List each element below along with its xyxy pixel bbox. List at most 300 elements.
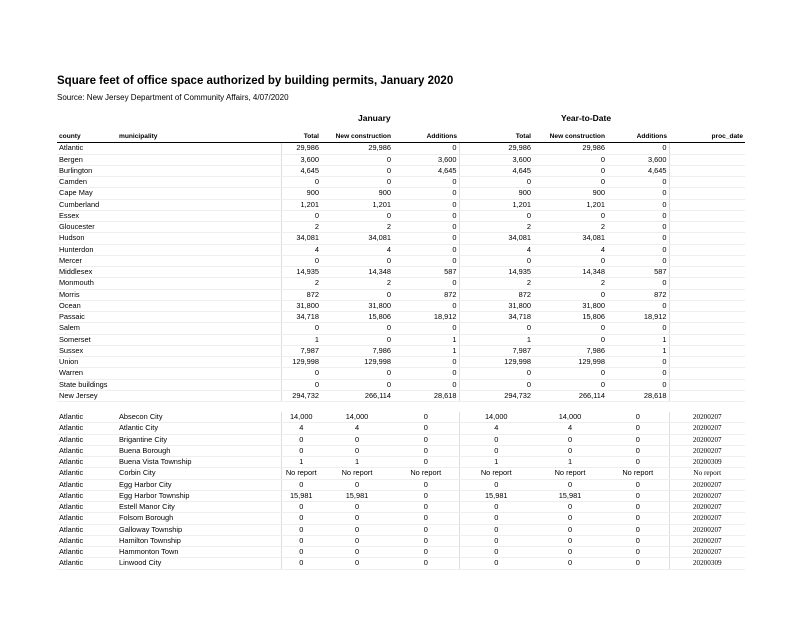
cell-ytd-total: 1 [459,457,533,468]
cell-ytd-total: 34,718 [459,312,533,323]
cell-county: Atlantic [57,423,117,434]
cell-municipality [117,244,281,255]
cell-jan-additions: 0 [393,558,459,569]
cell-county: Cumberland [57,199,117,210]
cell-ytd-additions: 0 [607,513,669,524]
cell-county: Atlantic [57,412,117,423]
cell-ytd-new-construction: 0 [533,289,607,300]
cell-county: Burlington [57,165,117,176]
cell-proc-date: 20200207 [669,423,745,434]
cell-jan-additions: 0 [393,423,459,434]
cell-jan-new-construction: 129,998 [321,357,393,368]
cell-jan-new-construction: 0 [321,479,393,490]
cell-jan-additions: 0 [393,547,459,558]
cell-ytd-total: 4 [459,423,533,434]
cell-jan-new-construction: 2 [321,222,393,233]
cell-county: Morris [57,289,117,300]
cell-jan-total: 4,645 [281,165,321,176]
group-header-ytd: Year-to-Date [561,113,612,123]
cell-ytd-additions: 0 [607,177,669,188]
cell-proc-date [669,368,745,379]
cell-jan-additions: 3,600 [393,154,459,165]
cell-jan-additions: 1 [393,334,459,345]
cell-municipality [117,312,281,323]
cell-municipality [117,210,281,221]
cell-jan-new-construction: 0 [321,154,393,165]
cell-jan-total: 0 [281,547,321,558]
cell-ytd-additions: 0 [607,188,669,199]
cell-jan-additions: 0 [393,535,459,546]
cell-ytd-total: 0 [459,547,533,558]
cell-proc-date [669,222,745,233]
cell-proc-date: 20200309 [669,558,745,569]
cell-jan-additions: No report [393,468,459,479]
cell-municipality: Hammonton Town [117,547,281,558]
county-row [57,289,745,300]
cell-ytd-total: 0 [459,524,533,535]
county-row [57,312,745,323]
county-row [57,368,745,379]
col-proc-date: proc_date [669,132,745,143]
cell-ytd-additions: No report [607,468,669,479]
cell-ytd-additions: 0 [607,524,669,535]
cell-county: Passaic [57,312,117,323]
cell-proc-date [669,177,745,188]
municipality-row [57,434,745,445]
cell-jan-total: 34,718 [281,312,321,323]
cell-ytd-new-construction: 7,986 [533,345,607,356]
cell-county: Hudson [57,233,117,244]
cell-jan-total: 15,981 [281,490,321,501]
cell-ytd-additions: 0 [607,199,669,210]
cell-ytd-total: 29,986 [459,143,533,154]
cell-ytd-new-construction: 0 [533,210,607,221]
cell-jan-additions: 0 [393,199,459,210]
cell-ytd-additions: 0 [607,412,669,423]
cell-proc-date [669,357,745,368]
cell-ytd-new-construction: 2 [533,278,607,289]
cell-jan-additions: 0 [393,490,459,501]
cell-jan-total: 0 [281,255,321,266]
municipality-row [57,502,745,513]
cell-county: Bergen [57,154,117,165]
cell-ytd-additions: 0 [607,222,669,233]
cell-jan-total: 0 [281,445,321,456]
cell-jan-additions: 0 [393,479,459,490]
cell-jan-new-construction: 2 [321,278,393,289]
cell-ytd-total: 0 [459,210,533,221]
cell-ytd-additions: 0 [607,244,669,255]
cell-jan-new-construction: 0 [321,445,393,456]
cell-jan-additions: 1 [393,345,459,356]
cell-county: Salem [57,323,117,334]
cell-county: Atlantic [57,502,117,513]
cell-jan-new-construction: 29,986 [321,143,393,154]
cell-proc-date [669,165,745,176]
cell-ytd-total: 0 [459,177,533,188]
municipality-row [57,423,745,434]
cell-jan-additions: 0 [393,278,459,289]
cell-county: Atlantic [57,558,117,569]
cell-municipality: Egg Harbor Township [117,490,281,501]
col-jan-new-construction: New construction [321,132,393,143]
cell-ytd-additions: 0 [607,233,669,244]
cell-jan-new-construction: No report [321,468,393,479]
cell-jan-additions: 0 [393,434,459,445]
cell-ytd-additions: 0 [607,547,669,558]
county-row [57,222,745,233]
cell-proc-date [669,199,745,210]
cell-municipality [117,222,281,233]
cell-proc-date: No report [669,468,745,479]
cell-proc-date [669,143,745,154]
county-row [57,143,745,154]
cell-proc-date [669,300,745,311]
cell-ytd-additions: 0 [607,143,669,154]
cell-jan-total: 0 [281,210,321,221]
cell-jan-total: 0 [281,524,321,535]
cell-ytd-new-construction: 2 [533,222,607,233]
cell-jan-additions: 0 [393,244,459,255]
cell-ytd-new-construction: 4 [533,423,607,434]
cell-jan-total: 0 [281,177,321,188]
cell-proc-date [669,390,745,401]
municipality-row [57,412,745,423]
col-ytd-additions: Additions [607,132,669,143]
cell-ytd-total: 0 [459,323,533,334]
cell-municipality [117,334,281,345]
cell-ytd-new-construction: No report [533,468,607,479]
cell-proc-date [669,345,745,356]
cell-jan-total: 0 [281,502,321,513]
cell-jan-total: 7,987 [281,345,321,356]
cell-ytd-total: 4,645 [459,165,533,176]
cell-municipality [117,345,281,356]
cell-jan-total: 4 [281,423,321,434]
cell-jan-new-construction: 0 [321,368,393,379]
col-jan-total: Total [281,132,321,143]
report-source: Source: New Jersey Department of Community Affairs, 4/07/2020 [57,93,289,102]
cell-proc-date [669,312,745,323]
municipality-row [57,490,745,501]
group-header-january: January [358,113,391,123]
col-jan-additions: Additions [393,132,459,143]
cell-ytd-additions: 0 [607,278,669,289]
cell-jan-new-construction: 15,806 [321,312,393,323]
cell-jan-total: 0 [281,513,321,524]
cell-jan-new-construction: 1 [321,457,393,468]
county-row [57,345,745,356]
cell-county: Atlantic [57,457,117,468]
cell-jan-new-construction: 0 [321,379,393,390]
cell-jan-new-construction: 0 [321,323,393,334]
cell-ytd-new-construction: 0 [533,547,607,558]
cell-county: Gloucester [57,222,117,233]
cell-ytd-new-construction: 0 [533,334,607,345]
cell-ytd-total: 0 [459,502,533,513]
permits-table [57,132,745,570]
cell-ytd-additions: 0 [607,457,669,468]
spacer-cell [57,402,745,413]
cell-proc-date: 20200207 [669,524,745,535]
cell-county: Atlantic [57,547,117,558]
cell-ytd-total: 1 [459,334,533,345]
cell-ytd-total: 2 [459,222,533,233]
cell-ytd-additions: 0 [607,300,669,311]
cell-jan-additions: 872 [393,289,459,300]
cell-ytd-total: 900 [459,188,533,199]
cell-jan-new-construction: 0 [321,547,393,558]
cell-ytd-total: 0 [459,445,533,456]
cell-municipality: Absecon City [117,412,281,423]
cell-jan-additions: 0 [393,177,459,188]
cell-ytd-total: 14,935 [459,267,533,278]
cell-municipality [117,368,281,379]
cell-jan-total: 0 [281,434,321,445]
cell-municipality [117,154,281,165]
county-row [57,210,745,221]
cell-jan-total: 29,986 [281,143,321,154]
cell-ytd-new-construction: 31,800 [533,300,607,311]
county-row [57,300,745,311]
cell-municipality [117,289,281,300]
cell-jan-total: 0 [281,479,321,490]
cell-ytd-new-construction: 0 [533,524,607,535]
cell-county: Cape May [57,188,117,199]
cell-ytd-additions: 0 [607,445,669,456]
cell-ytd-total: 34,081 [459,233,533,244]
cell-municipality [117,255,281,266]
cell-ytd-new-construction: 0 [533,368,607,379]
cell-jan-total: 0 [281,368,321,379]
cell-jan-total: 4 [281,244,321,255]
cell-jan-additions: 0 [393,524,459,535]
cell-ytd-new-construction: 4 [533,244,607,255]
cell-ytd-additions: 0 [607,558,669,569]
cell-ytd-new-construction: 0 [533,177,607,188]
cell-jan-total: 900 [281,188,321,199]
cell-municipality: Galloway Township [117,524,281,535]
cell-ytd-new-construction: 15,806 [533,312,607,323]
cell-jan-additions: 0 [393,457,459,468]
cell-jan-new-construction: 0 [321,434,393,445]
cell-ytd-additions: 28,618 [607,390,669,401]
cell-municipality: Hamilton Township [117,535,281,546]
cell-county: Atlantic [57,445,117,456]
cell-municipality: Brigantine City [117,434,281,445]
county-row [57,323,745,334]
cell-proc-date: 20200207 [669,490,745,501]
cell-ytd-total: 0 [459,434,533,445]
cell-ytd-total: 0 [459,513,533,524]
cell-ytd-new-construction: 29,986 [533,143,607,154]
cell-municipality [117,199,281,210]
cell-proc-date [669,323,745,334]
county-row [57,177,745,188]
cell-ytd-additions: 587 [607,267,669,278]
cell-jan-total: 0 [281,535,321,546]
county-row [57,390,745,401]
cell-ytd-new-construction: 129,998 [533,357,607,368]
cell-municipality [117,188,281,199]
cell-jan-additions: 0 [393,502,459,513]
cell-county: Sussex [57,345,117,356]
cell-ytd-total: 294,732 [459,390,533,401]
cell-jan-new-construction: 0 [321,255,393,266]
cell-municipality [117,177,281,188]
cell-municipality [117,143,281,154]
cell-ytd-new-construction: 14,000 [533,412,607,423]
cell-ytd-total: 0 [459,379,533,390]
cell-jan-additions: 0 [393,300,459,311]
municipality-row [57,513,745,524]
cell-proc-date [669,334,745,345]
cell-jan-total: 14,935 [281,267,321,278]
cell-ytd-additions: 0 [607,210,669,221]
cell-municipality [117,165,281,176]
cell-proc-date: 20200309 [669,457,745,468]
cell-ytd-additions: 0 [607,423,669,434]
cell-municipality [117,278,281,289]
cell-ytd-new-construction: 0 [533,558,607,569]
municipality-row [57,524,745,535]
cell-jan-total: 1 [281,457,321,468]
cell-jan-additions: 0 [393,143,459,154]
cell-jan-additions: 28,618 [393,390,459,401]
cell-jan-additions: 0 [393,222,459,233]
cell-county: State buildings [57,379,117,390]
cell-ytd-total: 0 [459,479,533,490]
cell-jan-new-construction: 7,986 [321,345,393,356]
cell-jan-total: 31,800 [281,300,321,311]
cell-ytd-new-construction: 0 [533,165,607,176]
cell-county: Mercer [57,255,117,266]
county-row [57,199,745,210]
cell-jan-new-construction: 266,114 [321,390,393,401]
cell-ytd-new-construction: 900 [533,188,607,199]
cell-jan-new-construction: 1,201 [321,199,393,210]
cell-jan-new-construction: 14,348 [321,267,393,278]
cell-ytd-additions: 0 [607,357,669,368]
cell-county: Atlantic [57,479,117,490]
col-county: county [57,132,117,143]
cell-jan-additions: 0 [393,368,459,379]
cell-ytd-new-construction: 0 [533,502,607,513]
cell-ytd-total: 0 [459,368,533,379]
cell-ytd-total: 0 [459,535,533,546]
cell-ytd-new-construction: 15,981 [533,490,607,501]
cell-county: Atlantic [57,468,117,479]
cell-jan-total: 294,732 [281,390,321,401]
cell-municipality [117,323,281,334]
col-ytd-total: Total [459,132,533,143]
cell-ytd-total: 0 [459,255,533,266]
cell-jan-additions: 0 [393,412,459,423]
cell-jan-new-construction: 0 [321,558,393,569]
cell-jan-additions: 0 [393,379,459,390]
cell-county: Ocean [57,300,117,311]
cell-jan-additions: 0 [393,357,459,368]
cell-municipality [117,357,281,368]
cell-jan-total: 2 [281,222,321,233]
cell-proc-date [669,379,745,390]
cell-jan-total: 0 [281,323,321,334]
cell-proc-date: 20200207 [669,535,745,546]
cell-jan-total: 0 [281,558,321,569]
cell-county: Middlesex [57,267,117,278]
cell-ytd-total: No report [459,468,533,479]
cell-jan-new-construction: 0 [321,535,393,546]
cell-ytd-total: 4 [459,244,533,255]
cell-jan-new-construction: 900 [321,188,393,199]
cell-ytd-new-construction: 0 [533,535,607,546]
cell-ytd-total: 0 [459,558,533,569]
cell-ytd-additions: 0 [607,535,669,546]
cell-proc-date: 20200207 [669,412,745,423]
cell-ytd-total: 15,981 [459,490,533,501]
cell-ytd-total: 7,987 [459,345,533,356]
cell-municipality: Egg Harbor City [117,479,281,490]
cell-jan-new-construction: 0 [321,177,393,188]
county-row [57,278,745,289]
cell-ytd-new-construction: 0 [533,434,607,445]
cell-proc-date [669,289,745,300]
county-row [57,357,745,368]
col-municipality: municipality [117,132,281,143]
cell-jan-additions: 0 [393,255,459,266]
cell-county: Atlantic [57,434,117,445]
cell-jan-new-construction: 14,000 [321,412,393,423]
cell-jan-new-construction: 0 [321,334,393,345]
cell-municipality: Buena Borough [117,445,281,456]
county-row [57,334,745,345]
cell-jan-additions: 0 [393,233,459,244]
cell-proc-date [669,154,745,165]
report-title: Square feet of office space authorized by building permits, January 2020 [57,75,454,87]
cell-proc-date [669,255,745,266]
cell-county: Atlantic [57,535,117,546]
municipality-row [57,479,745,490]
cell-ytd-new-construction: 0 [533,255,607,266]
cell-proc-date [669,210,745,221]
cell-ytd-additions: 0 [607,323,669,334]
cell-ytd-additions: 0 [607,368,669,379]
cell-jan-total: 129,998 [281,357,321,368]
cell-jan-new-construction: 34,081 [321,233,393,244]
cell-ytd-additions: 18,912 [607,312,669,323]
county-row [57,255,745,266]
cell-jan-total: 3,600 [281,154,321,165]
cell-proc-date: 20200207 [669,434,745,445]
county-row [57,244,745,255]
cell-ytd-new-construction: 0 [533,445,607,456]
cell-jan-additions: 0 [393,323,459,334]
cell-county: Atlantic [57,524,117,535]
cell-jan-total: 872 [281,289,321,300]
cell-jan-new-construction: 15,981 [321,490,393,501]
cell-proc-date [669,267,745,278]
cell-county: Warren [57,368,117,379]
cell-ytd-additions: 0 [607,255,669,266]
municipality-row [57,558,745,569]
cell-municipality: Linwood City [117,558,281,569]
cell-proc-date: 20200207 [669,513,745,524]
cell-proc-date [669,233,745,244]
cell-jan-additions: 0 [393,445,459,456]
cell-ytd-new-construction: 0 [533,513,607,524]
cell-proc-date [669,244,745,255]
cell-municipality: Buena Vista Township [117,457,281,468]
